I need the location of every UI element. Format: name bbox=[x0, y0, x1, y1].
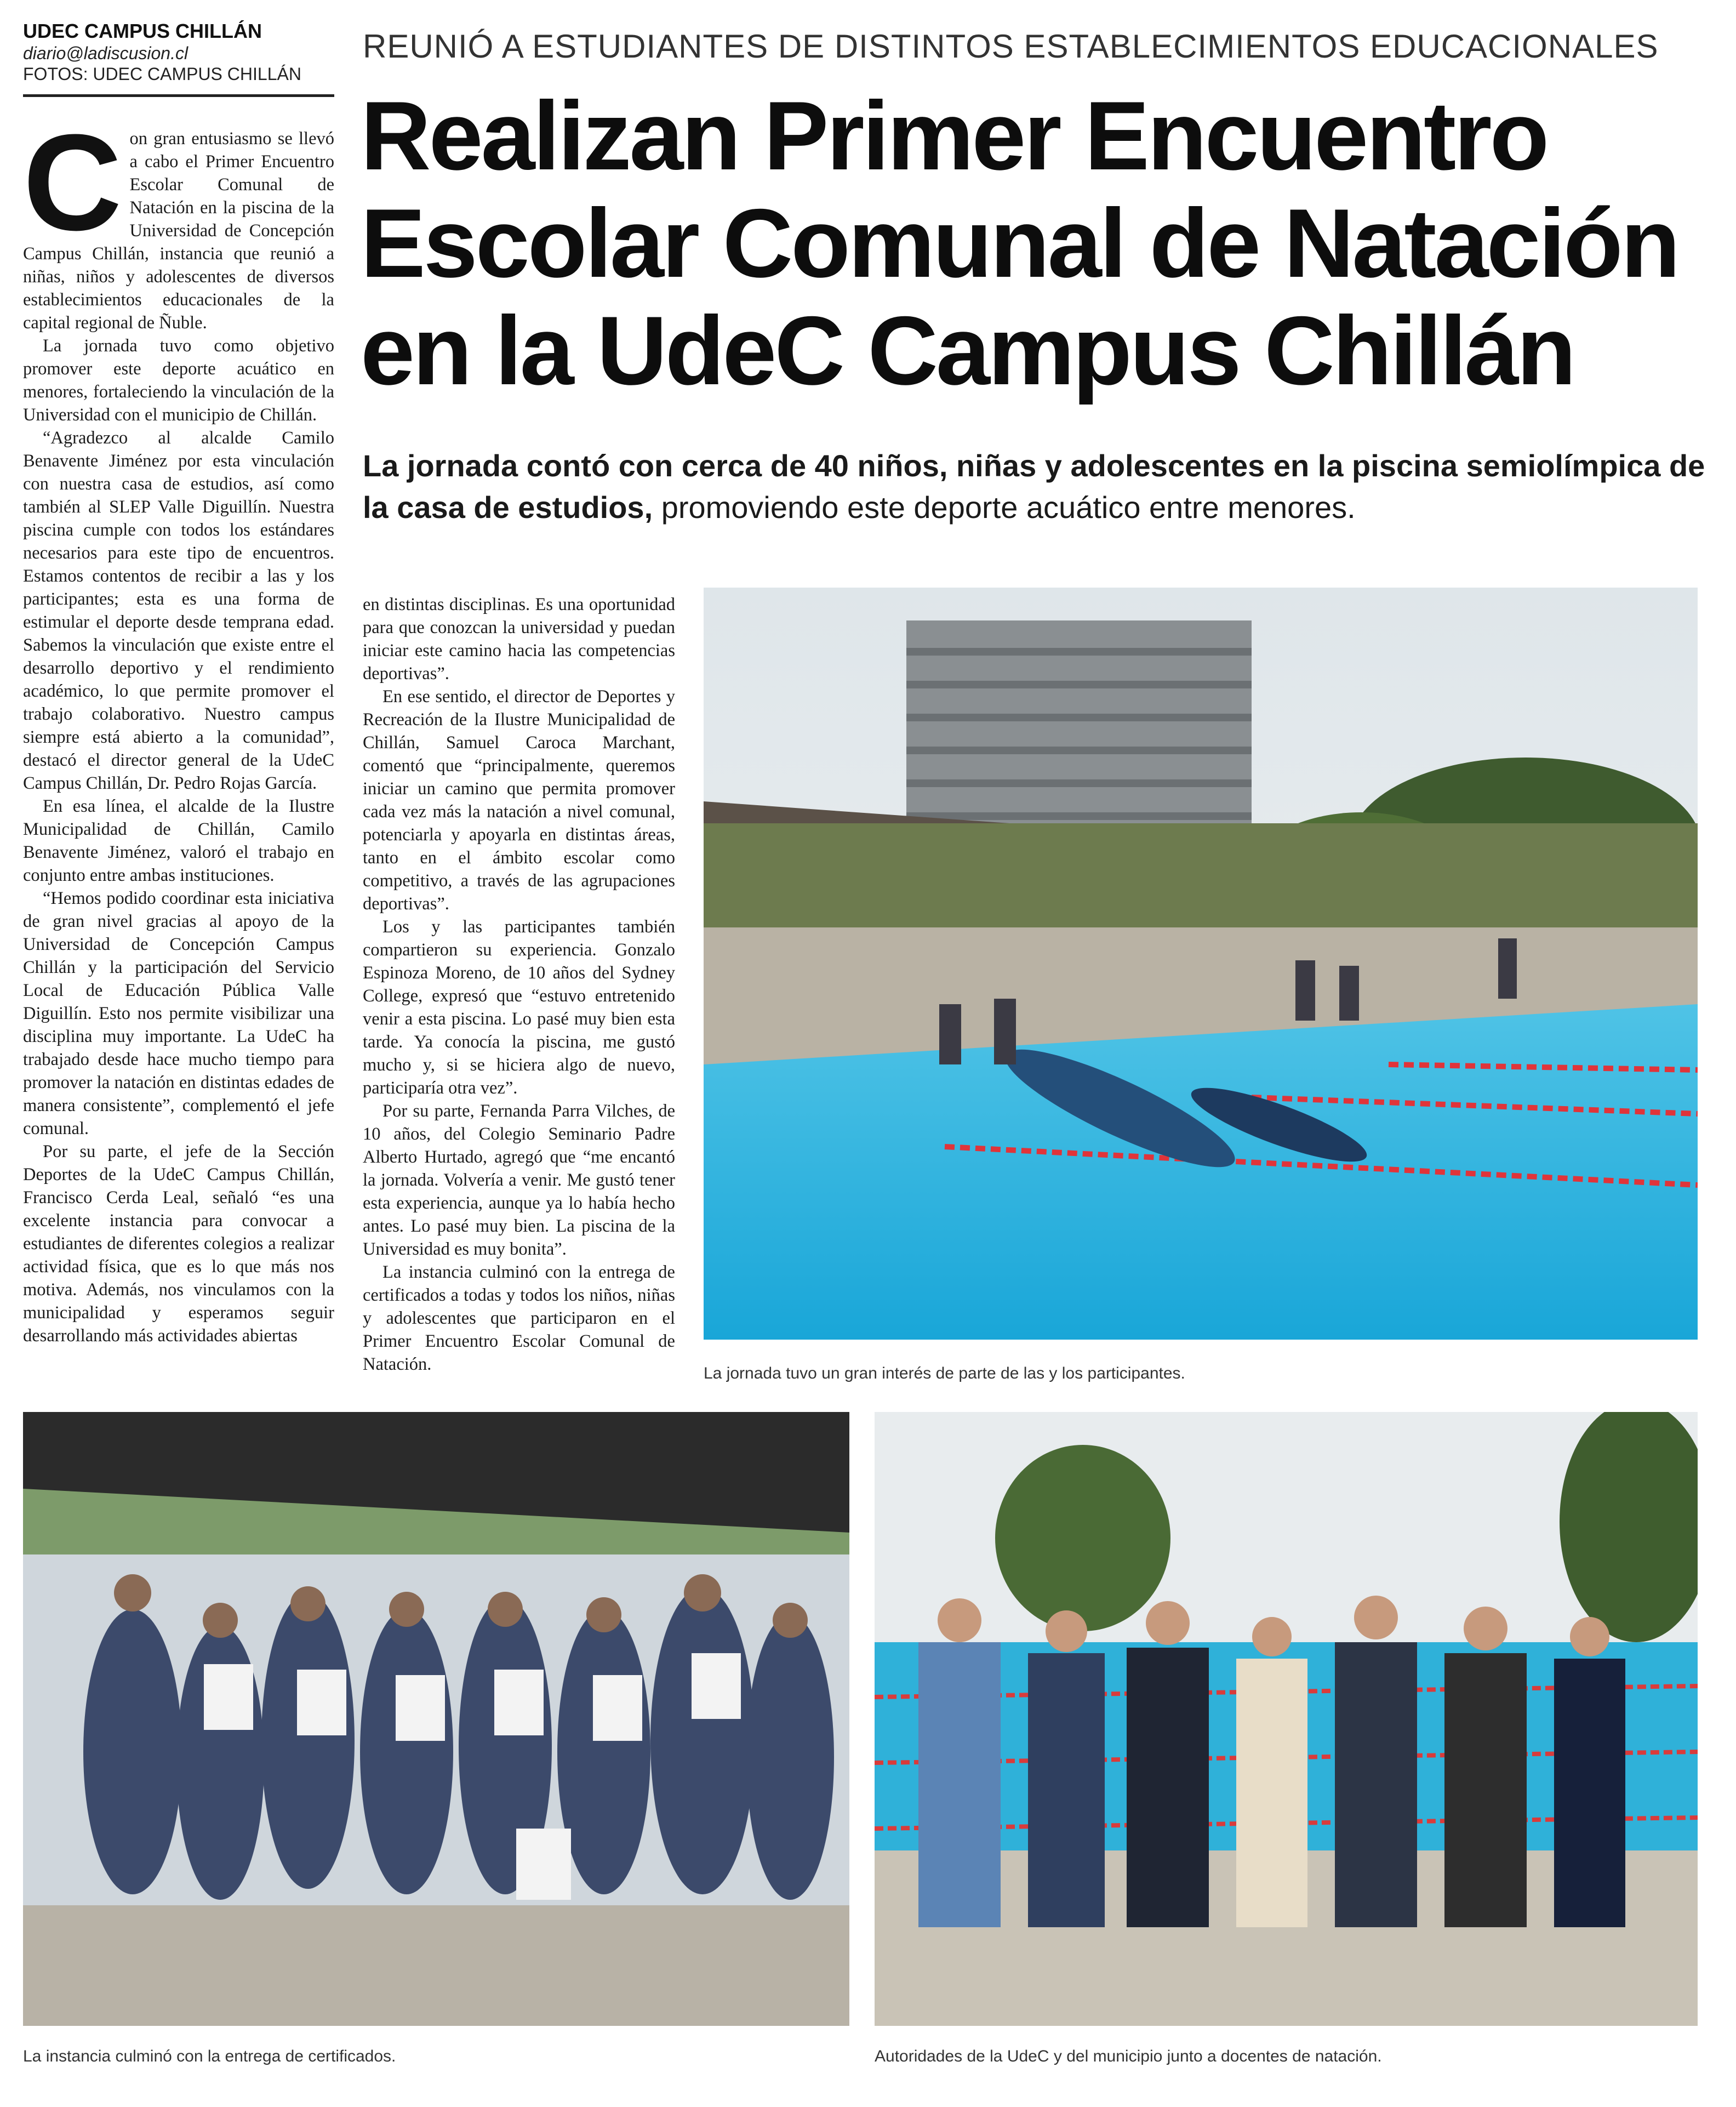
body-paragraph: “Hemos podido coordinar esta iniciativa de gran nivel gracias al apoyo de la Universidad de Concepción Campus Chillán y la participación del Servicio Local de Educación Pública Valle Diguillín. Esto nos permite visibilizar una disciplina muy importante. La UdeC ha trabajado desde hace mucho tiempo para promover la natación en distintas edades de manera consistente”, complementó el jefe comunal. bbox=[23, 889, 334, 1138]
byline-photo-credit: FOTOS: UDEC CAMPUS CHILLÁN bbox=[23, 64, 301, 84]
photo-group-certificates bbox=[23, 1412, 849, 2026]
deck-bold: La jornada contó con cerca de 40 niños, niñas y adolescentes en la piscina semiolímpica de la casa de estudios, bbox=[363, 448, 1705, 525]
photo-authorities-pool bbox=[875, 1412, 1698, 2026]
dropcap: C bbox=[23, 106, 122, 259]
body-paragraph: En ese sentido, el director de Deportes y Recreación de la Ilustre Municipalidad de Chillán, Samuel Caroca Marchant, comentó que “principalmente, queremos iniciar un camino que permita promover cada vez más la natación a nivel comunal, potenciarla y apoyarla en distintas áreas, tanto en el ámbito escolar como competitivo, a través de las agrupaciones deportivas”. bbox=[363, 687, 675, 914]
headline: Realizan Primer Encuentro Escolar Comunal de Natación en la UdeC Campus Chillán bbox=[361, 81, 1678, 405]
byline-email[interactable]: diario@ladiscusion.cl bbox=[23, 43, 189, 63]
kicker: REUNIÓ A ESTUDIANTES DE DISTINTOS ESTABLECIMIENTOS EDUCACIONALES bbox=[363, 28, 1659, 65]
photo-swimmers-diving bbox=[704, 588, 1698, 1340]
byline bbox=[23, 20, 334, 97]
body-column-2 bbox=[363, 593, 675, 1376]
caption-left-photo: La instancia culminó con la entrega de certificados. bbox=[23, 2047, 396, 2065]
byline-section: UDEC CAMPUS CHILLÁN bbox=[23, 20, 262, 42]
body-column-1 bbox=[23, 106, 334, 1347]
caption-right-photo: Autoridades de la UdeC y del municipio junto a docentes de natación. bbox=[875, 2047, 1382, 2065]
body-paragraph: en distintas disciplinas. Es una oportunidad para que conozcan la universidad y puedan iniciar este camino hacia las competencias deportivas”. bbox=[363, 595, 675, 684]
body-paragraph: En esa línea, el alcalde de la Ilustre Municipalidad de Chillán, Camilo Benavente Jiménez, valoró el trabajo en conjunto entre ambas instituciones. bbox=[23, 796, 334, 885]
body-paragraph: Por su parte, el jefe de la Sección Deportes de la UdeC Campus Chillán, Francisco Cerda Leal, señaló “es una excelente instancia para convocar a estudiantes de diferentes colegios a realizar actividad física, que es lo que más nos motiva. Además, nos vinculamos con la municipalidad y esperamos seguir desarrollando más actividades abiertas bbox=[23, 1142, 334, 1346]
body-paragraph: “Agradezco al alcalde Camilo Benavente Jiménez por esta vinculación con nuestra casa de estudios, así como también al SLEP Valle Diguillín. Nuestra piscina cumple con todos los estándares necesarios para este tipo de encuentros. Estamos contentos de recibir a las y los participantes; esta es una forma de estimular el deporte desde temprana edad. Sabemos la vinculación que existe entre el desarrollo deportivo y el rendimiento académico, lo que permite promover el trabajo colaborativo. Nuestro campus siempre está abierto a la comunidad”, destacó el director general de la UdeC Campus Chillán, Dr. Pedro Rojas García. bbox=[23, 428, 334, 793]
deck-regular: promoviendo este deporte acuático entre menores. bbox=[653, 490, 1356, 525]
body-paragraph: Con gran entusiasmo se llevó a cabo el Primer Encuentro Escolar Comunal de Natación en la piscina de la Universidad de Concepción Campus Chillán, instancia que reunió a niñas, niños y adolescentes de diversos establecimientos educacionales de la capital regional de Ñuble. bbox=[23, 106, 334, 333]
body-paragraph: Por su parte, Fernanda Parra Vilches, de 10 años, del Colegio Seminario Padre Alberto Hurtado, agregó que “me encantó la jornada. Volvería a venir. Me gustó tener esta experiencia, aunque ya lo había hecho antes. Lo pasé muy bien. La piscina de la Universidad es muy bonita”. bbox=[363, 1101, 675, 1259]
body-paragraph: La instancia culminó con la entrega de certificados a todas y todos los niños, niñas y adolescentes que participaron en el Primer Encuentro Escolar Comunal de Natación. bbox=[363, 1262, 675, 1374]
caption-main-photo: La jornada tuvo un gran interés de parte de las y los participantes. bbox=[704, 1364, 1185, 1382]
body-paragraph: La jornada tuvo como objetivo promover este deporte acuático en menores, fortaleciendo la vinculación de la Universidad con el municipio de Chillán. bbox=[23, 336, 334, 425]
deck bbox=[363, 445, 1722, 528]
body-paragraph: Los y las participantes también compartieron su experiencia. Gonzalo Espinoza Moreno, de 10 años del Sydney College, expresó que “estuvo entretenido venir a esta piscina. Lo pasé muy bien esta tarde. Ya conocía la piscina, me gustó mucho y, si se hiciera algo de nuevo, participaría otra vez”. bbox=[363, 917, 675, 1098]
